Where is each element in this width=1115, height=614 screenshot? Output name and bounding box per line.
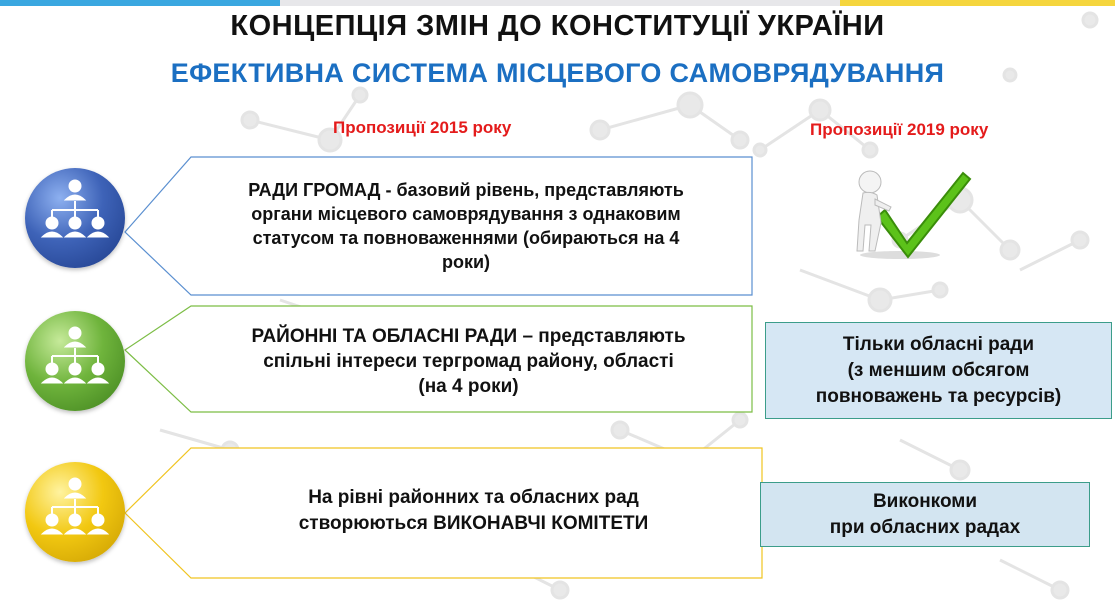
row2-line3: (на 4 роки) (418, 375, 519, 397)
row2-circle (25, 311, 125, 411)
row3-text (196, 480, 751, 542)
row1-line2: органи місцевого самоврядування з однаковим (251, 204, 681, 224)
row1-circle (25, 168, 125, 268)
page-subtitle: ЕФЕКТИВНА СИСТЕМА МІСЦЕВОГО САМОВРЯДУВАННЯ (170, 58, 945, 88)
row1-line1: РАДИ ГРОМАД - базовий рівень, представляють (248, 180, 684, 200)
row3-line1: На рівні районних та обласних рад (308, 487, 639, 508)
row2-text (196, 322, 741, 400)
right-box1-line2: (з меншим обсягом (847, 359, 1030, 381)
row1-line4: роки) (441, 252, 491, 272)
person-with-checkmark-icon (845, 165, 975, 260)
right-box-executive-committees (760, 482, 1090, 547)
row2-line1: РАЙОННІ ТА ОБЛАСНІ РАДИ – представляють (251, 325, 686, 347)
right-box2-line1: Виконкоми (872, 490, 978, 512)
page-title: КОНЦЕПЦІЯ ЗМІН ДО КОНСТИТУЦІЇ УКРАЇНИ (230, 10, 885, 42)
hierarchy-icon (25, 168, 125, 268)
right-box1-line3: повноважень та ресурсів) (815, 385, 1062, 407)
right-box2-line2: при обласних радах (829, 516, 1021, 538)
right-box-regional-councils (765, 322, 1112, 419)
row3-line2: створюються ВИКОНАВЧІ КОМІТЕТИ (298, 513, 649, 534)
right-box1-line1: Тільки обласні ради (842, 333, 1035, 355)
row1-text (196, 176, 736, 276)
hierarchy-icon (25, 462, 125, 562)
row1-line3: статусом та повноваженнями (обираються на 4 (252, 228, 680, 248)
hierarchy-icon (25, 311, 125, 411)
column-heading-2019: Пропозиції 2019 року (810, 120, 989, 139)
row2-line2: спільні інтереси тергромад району, області (263, 350, 674, 372)
column-heading-2015: Пропозиції 2015 року (333, 118, 512, 137)
row3-circle (25, 462, 125, 562)
